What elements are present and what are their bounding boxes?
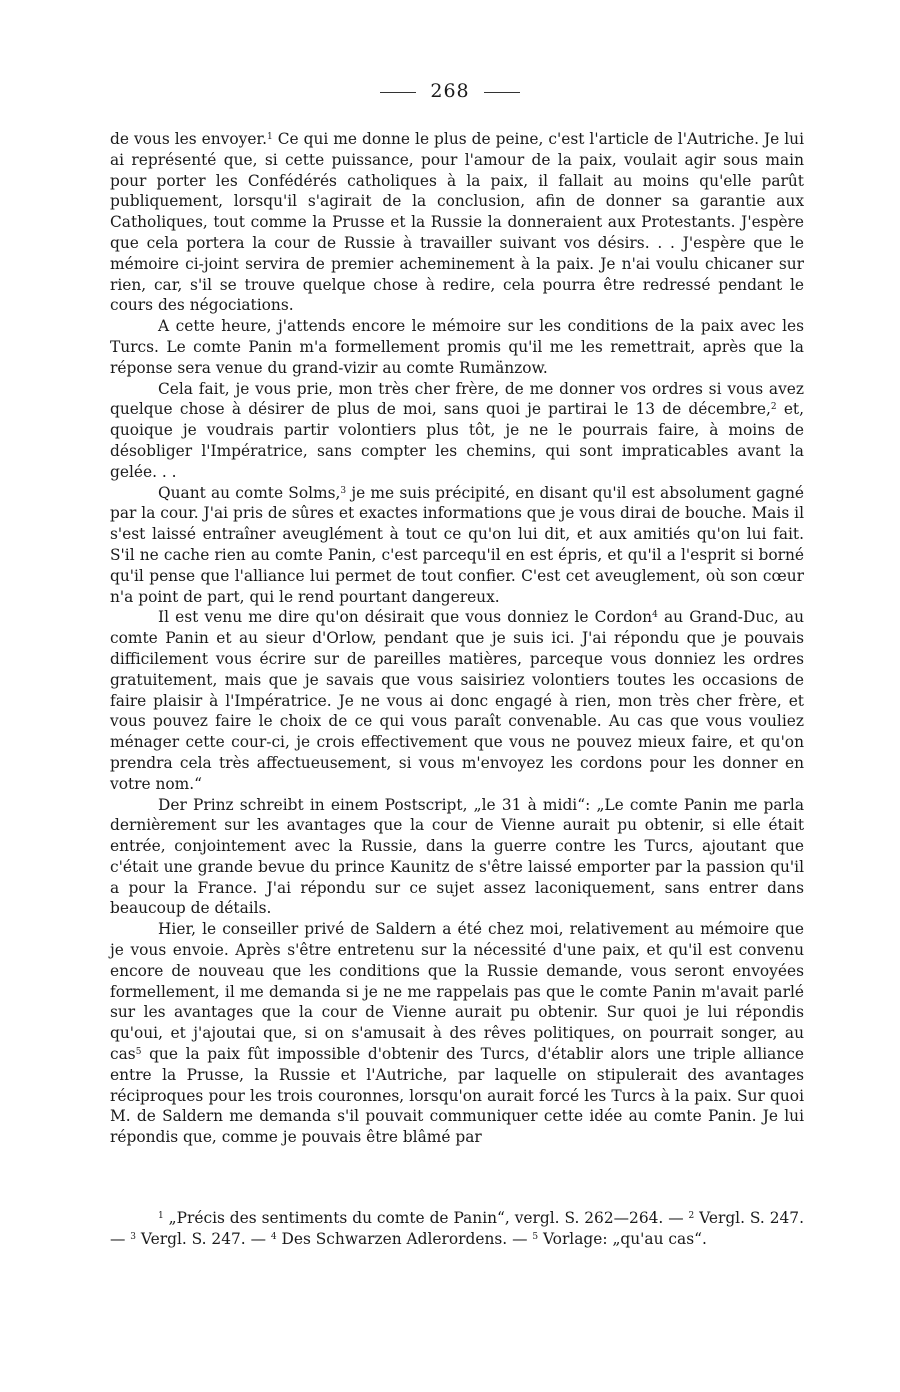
text-run: Vorlage: „qu'au cas“. xyxy=(538,1229,707,1248)
footnote-marker: 2 xyxy=(770,402,777,413)
header-rule-right xyxy=(484,92,520,93)
footnote-paragraph xyxy=(110,1208,804,1249)
text-run: au Grand-Duc, au comte Panin et au sieur d'Orlow, pendant que je suis ici. J'ai répondu que je pouvais difficilement vous écrire sur de pareilles matières, parceque vous donniez les ordres gratuitement, mais que je savais que vous saisiriez volontiers toutes les occasions de faire plaisir à l'Impératrice. Je ne vous ai donc engagé à rien, mon très cher frère, et vous pouvez faire le choix de ce qui vous paraît convenable. Au cas que vous vouliez ménager cette cour-ci, je crois effectivement que vous ne pouvez mieux faire, et qu'on prendra cela très affectueusement, si vous m'envoyez les cordons pour les donner en votre nom.“ xyxy=(110,608,804,793)
footnotes xyxy=(110,1208,804,1249)
footnote-marker: 3 xyxy=(130,1231,137,1242)
text-run: Quant au comte Solms, xyxy=(158,483,341,502)
text-run: Il est venu me dire qu'on désirait que vous donniez le Cordon xyxy=(158,608,653,627)
footnote-marker: 3 xyxy=(340,485,347,496)
body-text xyxy=(110,129,804,1148)
body-paragraph xyxy=(110,483,804,608)
body-paragraph xyxy=(110,795,804,920)
body-paragraph xyxy=(110,607,804,794)
text-run: Ce qui me donne le plus de peine, c'est l'article de l'Autriche. Je lui ai représenté que, si cette puissance, pour l'amour de la paix, voulait agir sous main pour porter les Confédérés catholiques à la paix, il fallait au moins qu'elle parût publiquement, lorsqu'il s'agirait de la conclusion, afin de donner sa garantie aux Catholiques, tout comme la Prusse et la Russie la donneraient aux Protestants. J'espère que cela portera la cour de Russie à travailler suivant vos désirs. . . J'espère que le mémoire ci-joint servira de premier acheminement à la paix. Je n'ai voulu chicaner sur rien, car, s'il se trouve quelque chose à redire, cela pourra être redressé pendant le cours des négociations. xyxy=(110,130,805,315)
page-header xyxy=(0,80,900,102)
body-paragraph xyxy=(110,316,804,378)
text-run: Vergl. S. 247. — xyxy=(110,1209,804,1248)
text-run: Cela fait, je vous prie, mon très cher frère, de me donner vos ordres si vous avez quelque chose à désirer de plus de moi, sans quoi je partirai le 13 de décembre, xyxy=(110,379,804,419)
text-run: Des Schwarzen Adlerordens. — xyxy=(276,1229,533,1248)
footnote-marker: 4 xyxy=(270,1231,277,1242)
text-run: Vergl. S. 247. — xyxy=(136,1229,271,1248)
body-paragraph xyxy=(110,379,804,483)
text-run: que la paix fût impossible d'obtenir des Turcs, d'établir alors une triple alliance entre la Prusse, la Russie et l'Autriche, par laquelle on stipulerait des avantages réciproques pour les trois couronnes, lorsqu'on aurait forcé les Turcs à la paix. Sur quoi M. de Saldern me demanda s'il pouvait communiquer cette idée au comte Panin. Je lui répondis que, comme je pouvais être blâmé par xyxy=(110,1045,804,1147)
text-run: A cette heure, j'attends encore le mémoire sur les conditions de la paix avec les Turcs. Le comte Panin m'a formellement promis qu'il me les remettrait, après que la réponse sera venue du grand-vizir au comte Rumänzow. xyxy=(110,317,804,377)
text-run: Hier, le conseiller privé de Saldern a été chez moi, relativement au mémoire que je vous envoie. Après s'être entretenu sur la nécessité d'une paix, et qu'il est convenu encore de nouveau que les conditions que la Russie demande, vous seront envoyées formellement, il me demanda si je ne me rappelais pas que le comte Panin m'avait parlé sur les avantages que la cour de Vienne aurait pu obtenir. Sur quoi je lui répondis qu'oui, et j'ajoutai que, si on s'amusait à des rêves politiques, on pourrait songer, au cas xyxy=(110,920,804,1064)
footnote-marker: 2 xyxy=(688,1211,695,1221)
text-run: je me suis précipité, en disant qu'il est absolument gagné par la cour. J'ai pris de sûres et exactes informations que je vous dirai de bouche. Mais il s'est laissé entraîner aveuglément à tout ce qu'on lui dit, et aux amitiés qu'on lui fait. S'il ne cache rien au comte Panin, c'est parcequ'il en est épris, et qu'il a l'esprit si borné qu'il pense que l'alliance lui permet de tout confier. C'est cet aveuglement, où son cœur n'a point de part, qui le rend pourtant dangereux. xyxy=(110,483,804,606)
footnote-marker: 1 xyxy=(158,1211,164,1221)
header-rule-left xyxy=(380,92,416,93)
text-run: de vous les envoyer. xyxy=(110,130,267,148)
footnote-marker: 5 xyxy=(135,1047,142,1058)
body-paragraph xyxy=(110,129,804,316)
footnote-marker: 1 xyxy=(267,132,273,142)
text-run: et, quoique je voudrais partir volontiers plus tôt, je ne le pourrais faire, à moins de désobliger l'Impératrice, sans compter les chemins, qui sont impraticables avant la gelée. . . xyxy=(110,400,805,481)
text-run: „Précis des sentiments du comte de Panin“, vergl. S. 262—264. — xyxy=(163,1209,689,1227)
footnote-marker: 4 xyxy=(652,610,658,621)
body-paragraph xyxy=(110,919,804,1148)
footnote-marker: 5 xyxy=(532,1231,539,1242)
text-run: Der Prinz schreibt in einem Postscript, „le 31 à midi“: „Le comte Panin me parla dernièrement sur les avantages que la cour de Vienne aurait pu obtenir, si elle était entrée, conjointement avec la Russie, dans la guerre contre les Turcs, ajoutant que c'était une grande bevue du prince Kaunitz de s'être laissé emporter par la passion qu'il a pour la France. J'ai répondu sur ce sujet assez laconiquement, sans entrer dans beaucoup de détails. xyxy=(110,795,804,918)
page-number: 268 xyxy=(430,80,470,102)
